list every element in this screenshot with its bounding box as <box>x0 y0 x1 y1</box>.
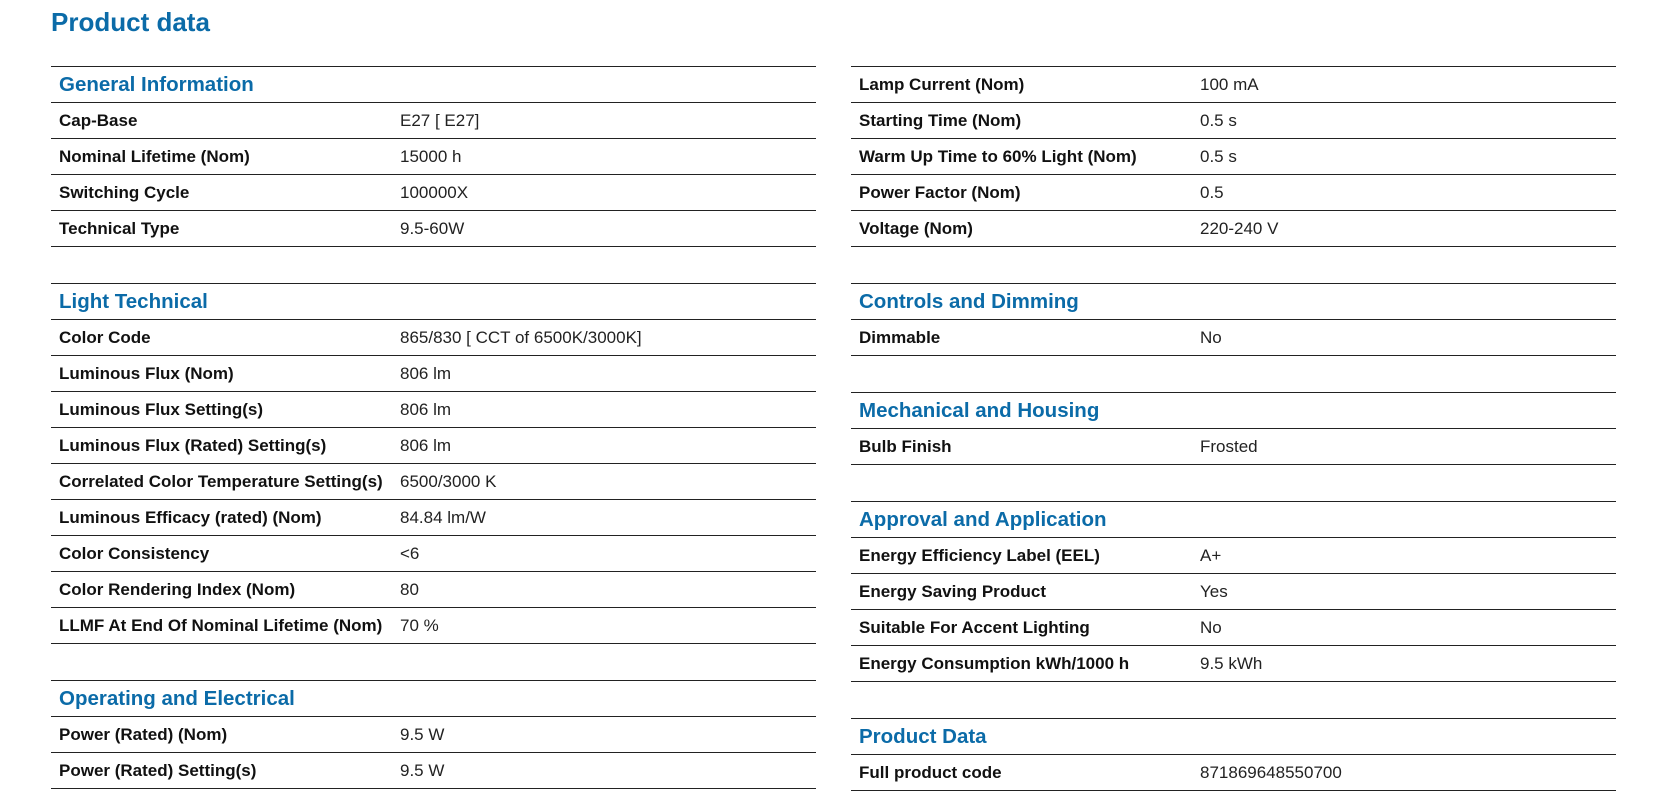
row-label: Full product code <box>859 762 1002 782</box>
row-label: Luminous Efficacy (rated) (Nom) <box>59 507 322 527</box>
row-value: 15000 h <box>400 146 462 166</box>
row-label: Suitable For Accent Lighting <box>859 617 1090 637</box>
table-row <box>851 645 1616 682</box>
row-value: 9.5 kWh <box>1200 653 1263 673</box>
row-label: Power (Rated) Setting(s) <box>59 760 257 780</box>
section-header-product-data <box>851 718 1616 754</box>
row-label: Power (Rated) (Nom) <box>59 724 228 744</box>
table-row <box>51 427 816 463</box>
table-row <box>851 609 1616 645</box>
row-label: Technical Type <box>59 218 180 238</box>
row-value: 84.84 lm/W <box>400 507 486 527</box>
table-row <box>851 66 1616 102</box>
row-label: Cap-Base <box>59 110 138 130</box>
row-value: Frosted <box>1200 436 1258 456</box>
table-row <box>851 537 1616 573</box>
section-spacer <box>851 465 1616 501</box>
section-header-approval-application <box>851 501 1616 537</box>
table-row <box>51 499 816 535</box>
row-value: 806 lm <box>400 363 452 383</box>
section-header-light-technical <box>51 283 816 319</box>
row-label: Correlated Color Temperature Setting(s) <box>59 471 383 491</box>
table-row <box>851 174 1616 210</box>
row-label: Luminous Flux Setting(s) <box>59 399 263 419</box>
table-row <box>51 571 816 607</box>
section-header-mechanical-housing <box>851 392 1616 428</box>
section-title: Operating and Electrical <box>59 686 295 710</box>
row-label: Voltage (Nom) <box>859 218 973 238</box>
section-title: Mechanical and Housing <box>859 398 1100 422</box>
section-spacer <box>851 356 1616 392</box>
row-value: No <box>1200 327 1222 347</box>
row-value: <6 <box>400 543 420 563</box>
row-label: Nominal Lifetime (Nom) <box>59 146 250 166</box>
table-row <box>851 319 1616 356</box>
section-spacer <box>51 247 816 283</box>
table-row <box>51 535 816 571</box>
row-value: 806 lm <box>400 435 452 455</box>
section-spacer <box>851 247 1616 283</box>
table-row <box>851 428 1616 465</box>
page-title: Product data <box>51 7 210 37</box>
row-label: Warm Up Time to 60% Light (Nom) <box>859 146 1137 166</box>
section-title: Product Data <box>859 724 987 748</box>
row-value: 220-240 V <box>1200 218 1279 238</box>
row-value: 80 <box>400 579 419 599</box>
row-value: E27 [ E27] <box>400 110 480 130</box>
row-value: 0.5 s <box>1200 110 1237 130</box>
table-row <box>51 210 816 247</box>
row-value: A+ <box>1200 545 1222 565</box>
section-title: Controls and Dimming <box>859 289 1079 313</box>
row-value: 9.5 W <box>400 724 445 744</box>
table-row <box>851 754 1616 791</box>
row-value: 806 lm <box>400 399 452 419</box>
section-title: General Information <box>59 72 254 96</box>
row-value: 0.5 <box>1200 182 1224 202</box>
table-row <box>51 752 816 789</box>
table-row <box>51 716 816 752</box>
left-column <box>51 66 816 789</box>
row-label: Bulb Finish <box>859 436 952 456</box>
section-header-general-information <box>51 66 816 102</box>
row-value: 100000X <box>400 182 469 202</box>
row-label: Energy Consumption kWh/1000 h <box>859 653 1130 673</box>
row-value: 9.5 W <box>400 760 445 780</box>
row-label: Power Factor (Nom) <box>859 182 1021 202</box>
row-value: 0.5 s <box>1200 146 1237 166</box>
row-label: Dimmable <box>859 327 941 347</box>
row-value: 70 % <box>400 615 439 635</box>
row-label: Color Consistency <box>59 543 210 563</box>
row-label: LLMF At End Of Nominal Lifetime (Nom) <box>59 615 383 635</box>
table-row <box>851 210 1616 247</box>
table-row <box>51 102 816 138</box>
section-title: Approval and Application <box>859 507 1107 531</box>
row-label: Luminous Flux (Rated) Setting(s) <box>59 435 327 455</box>
row-label: Color Code <box>59 327 151 347</box>
table-row <box>851 573 1616 609</box>
section-spacer <box>51 644 816 680</box>
row-label: Starting Time (Nom) <box>859 110 1022 130</box>
row-value: 6500/3000 K <box>400 471 497 491</box>
table-row <box>51 607 816 644</box>
table-row <box>851 102 1616 138</box>
section-header-controls-dimming <box>851 283 1616 319</box>
table-row <box>51 463 816 499</box>
table-row <box>51 138 816 174</box>
table-row <box>51 174 816 210</box>
right-column <box>851 66 1616 791</box>
table-row <box>51 355 816 391</box>
row-value: Yes <box>1200 581 1228 601</box>
row-value: 865/830 [ CCT of 6500K/3000K] <box>400 327 642 347</box>
row-label: Color Rendering Index (Nom) <box>59 579 296 599</box>
row-label: Energy Saving Product <box>859 581 1047 601</box>
table-row <box>51 391 816 427</box>
row-label: Luminous Flux (Nom) <box>59 363 234 383</box>
row-label: Energy Efficiency Label (EEL) <box>859 545 1100 565</box>
section-spacer <box>851 682 1616 718</box>
row-value: 9.5-60W <box>400 218 465 238</box>
section-title: Light Technical <box>59 289 208 313</box>
section-header-operating-electrical <box>51 680 816 716</box>
row-value: 871869648550700 <box>1200 762 1342 782</box>
row-label: Switching Cycle <box>59 182 190 202</box>
row-value: No <box>1200 617 1222 637</box>
row-label: Lamp Current (Nom) <box>859 74 1025 94</box>
row-value: 100 mA <box>1200 74 1259 94</box>
table-row <box>51 319 816 355</box>
table-row <box>851 138 1616 174</box>
